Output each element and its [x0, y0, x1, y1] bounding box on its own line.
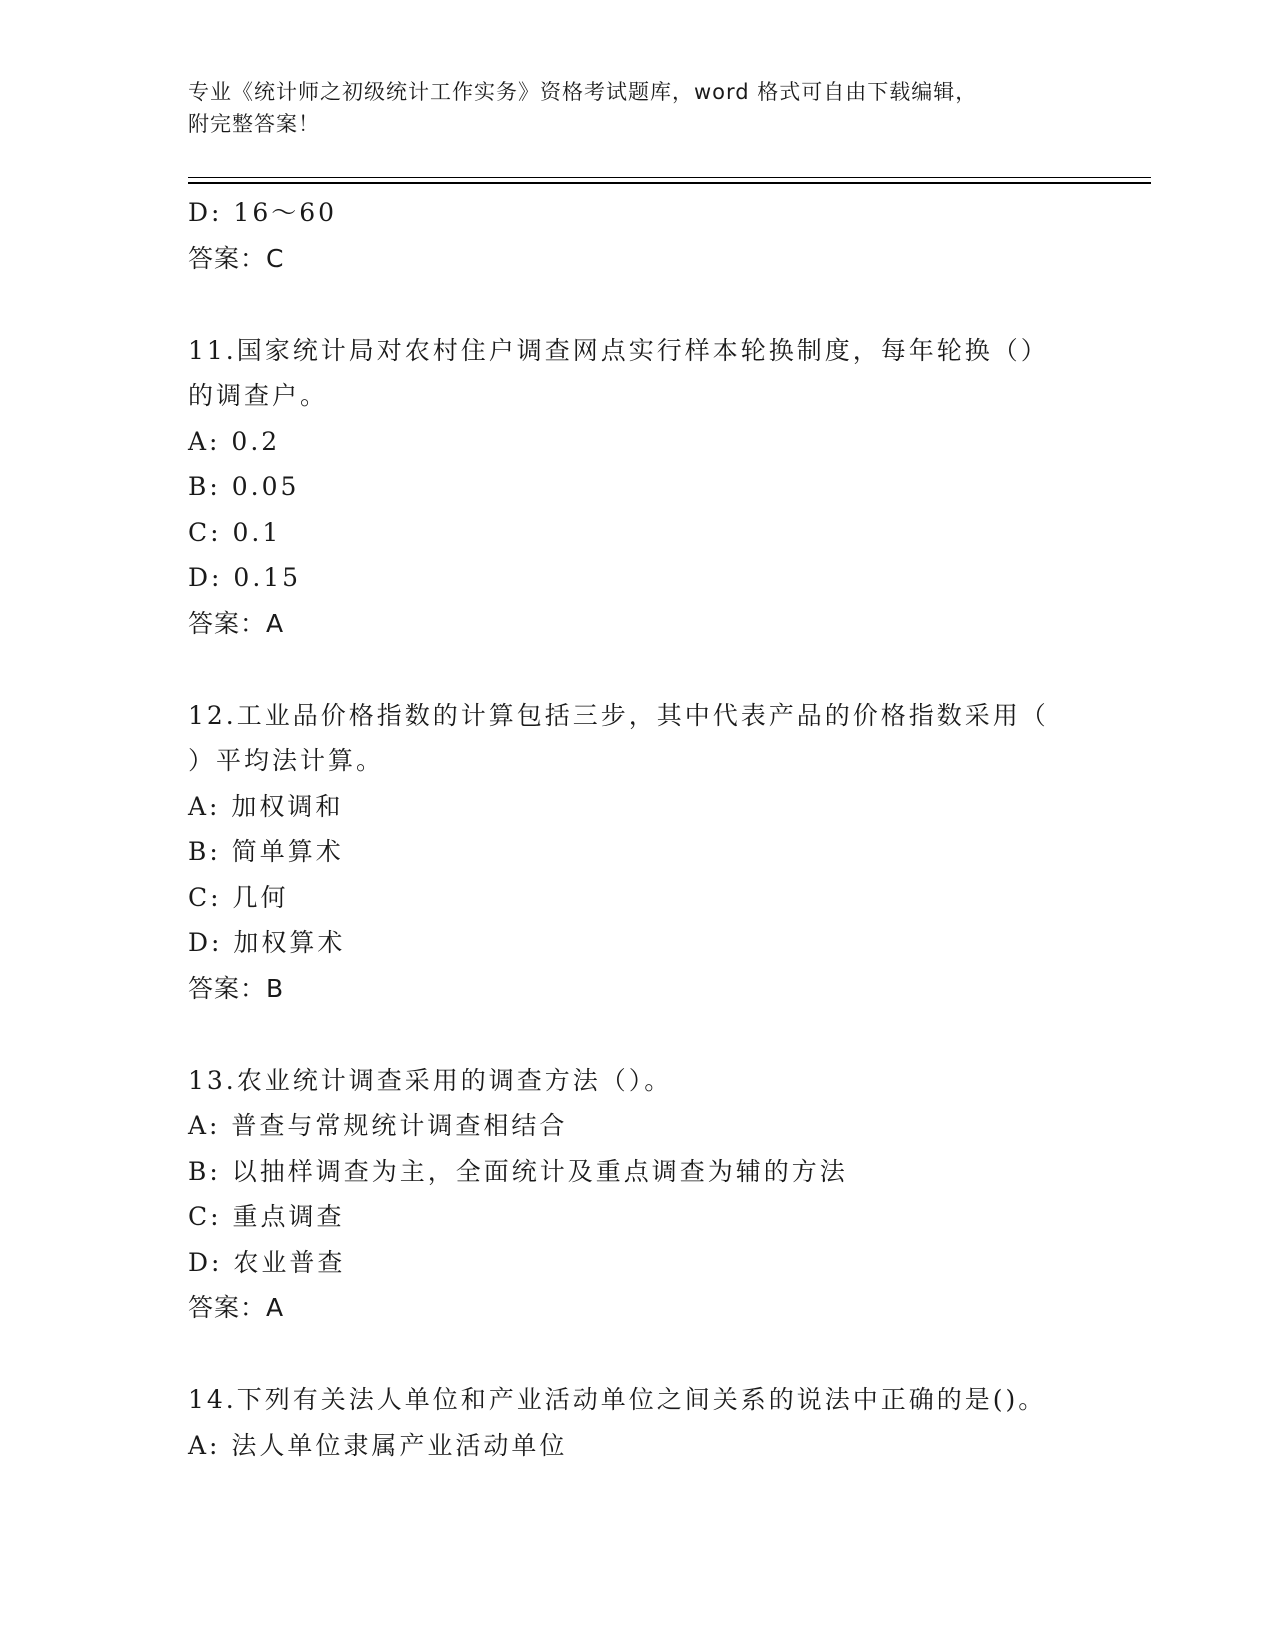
question-11-answer: 答案：A [188, 608, 285, 638]
header-line-2: 附完整答案！ [188, 112, 320, 136]
question-13-text-line-1: 13.农业统计调查采用的调查方法（）。 [188, 1065, 673, 1095]
header-divider-thick [188, 182, 1151, 184]
question-13-option-c: C: 重点调查 [188, 1202, 345, 1231]
question-11-option-b: B: 0.05 [188, 472, 300, 501]
question-12-option-a: A: 加权调和 [188, 791, 344, 821]
question-11 [188, 328, 1088, 647]
header-divider-thin [188, 177, 1151, 178]
question-13 [188, 1058, 1088, 1332]
question-14 [188, 1377, 1088, 1468]
question-11-option-d: D: 0.15 [188, 563, 302, 592]
question-12-option-b: B: 简单算术 [188, 837, 344, 866]
question-12 [188, 693, 1088, 1012]
question-14-option-a: A: 法人单位隶属产业活动单位 [188, 1430, 568, 1460]
document-header [188, 76, 1088, 140]
question-spacer [188, 1331, 1088, 1377]
question-11-option-c: C: 0.1 [188, 517, 282, 547]
question-13-answer: 答案：A [188, 1293, 285, 1322]
question-13-option-b: B: 以抽样调查为主，全面统计及重点调查为辅的方法 [188, 1156, 848, 1186]
question-12-answer: 答案：B [188, 973, 285, 1003]
question-11-text-line-2: 的调查户。 [188, 381, 329, 410]
question-12-text-line-1: 12.工业品价格指数的计算包括三步，其中代表产品的价格指数采用（ [188, 700, 1049, 730]
question-spacer [188, 282, 1088, 328]
question-spacer [188, 1012, 1088, 1058]
question-12-option-d: D: 加权算术 [188, 928, 346, 957]
question-11-text-line-1: 11.国家统计局对农村住户调查网点实行样本轮换制度，每年轮换（） [188, 335, 1049, 365]
header-line-1: 专业《统计师之初级统计工作实务》资格考试题库，word 格式可自由下载编辑， [188, 80, 978, 104]
question-14-text-line-1: 14.下列有关法人单位和产业活动单位之间关系的说法中正确的是()。 [188, 1385, 1047, 1414]
question-11-option-a: A: 0.2 [188, 426, 281, 456]
question-12-text-line-2: ）平均法计算。 [188, 746, 385, 775]
question-12-option-c: C: 几何 [188, 882, 289, 912]
prev-option-d: D: 16～60 [188, 198, 338, 227]
prev-answer: 答案：C [188, 243, 285, 273]
question-13-option-a: A: 普查与常规统计调查相结合 [188, 1111, 568, 1140]
question-13-option-d: D: 农业普查 [188, 1247, 346, 1277]
question-list [188, 190, 1088, 1468]
question-spacer [188, 647, 1088, 693]
